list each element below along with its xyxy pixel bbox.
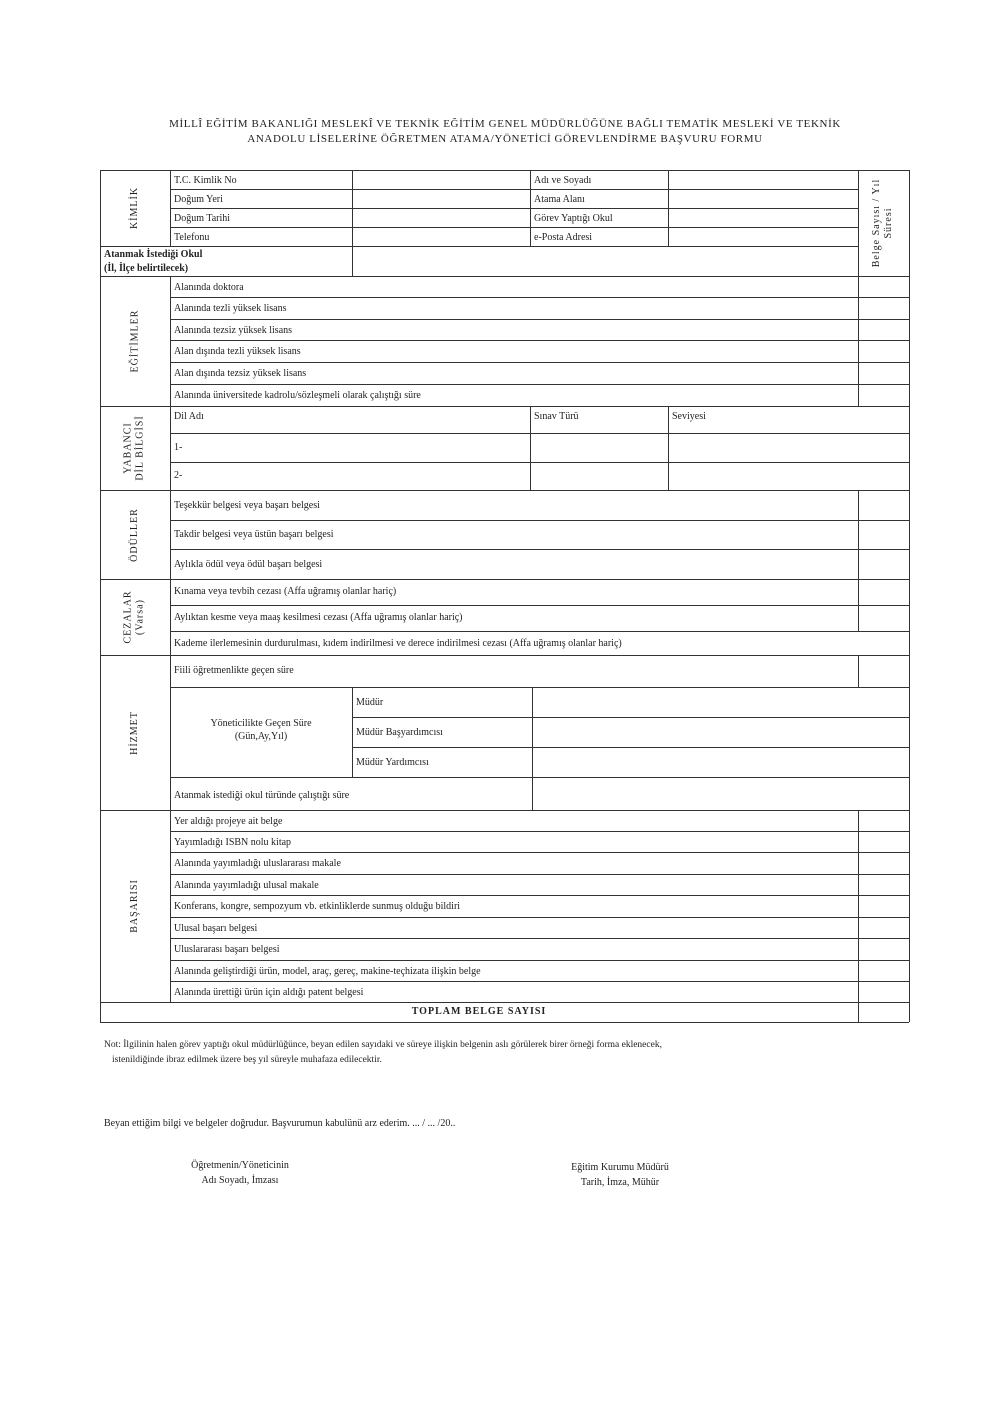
dil-row-2: 2- — [174, 470, 183, 481]
egitim-row: Alanında doktora — [174, 282, 244, 293]
basari-row: Alanında ürettiği ürün için aldığı patent belgesi — [174, 987, 364, 998]
tc-kimlik-no-label: T.C. Kimlik No — [174, 175, 237, 186]
odul-row: Aylıkla ödül veya ödül başarı belgesi — [174, 559, 323, 570]
basari-row: Alanında geliştirdiği ürün, model, araç, gereç, makine-teçhizata ilişkin belge — [174, 966, 481, 977]
basari-row: Konferans, kongre, sempozyum vb. etkinliklerde sunmuş olduğu bildiri — [174, 901, 461, 912]
dil-adi-header: Dil Adı — [174, 411, 204, 422]
yoneticilik-sure-label: Yöneticilikte Geçen Süre (Gün,Ay,Yıl) — [210, 718, 312, 742]
section-label-basarisi: BAŞARISI — [128, 879, 140, 933]
mudur-yardimcisi-label: Müdür Yardımcısı — [356, 757, 429, 768]
seviyesi-header: Seviyesi — [672, 411, 706, 422]
okul-turu-sure-label: Atanmak istediği okul türünde çalıştığı süre — [174, 790, 350, 801]
dogum-tarihi-label: Doğum Tarihi — [174, 213, 231, 224]
basari-row: Yer aldığı projeye ait belge — [174, 816, 283, 827]
atanmak-istedigi-okul-label: Atanmak İstediği Okul — [104, 249, 203, 260]
toplam-belge-sayisi-label: TOPLAM BELGE SAYISI — [411, 1006, 547, 1017]
gorev-okul-label: Görev Yaptığı Okul — [534, 213, 613, 224]
egitim-row: Alan dışında tezsiz yüksek lisans — [174, 368, 307, 379]
basari-row: Alanında yayımladığı ulusal makale — [174, 880, 319, 891]
signature-principal: Eğitim Kurumu Müdürü Tarih, İmza, Mühür — [571, 1162, 669, 1188]
ceza-row: Aylıktan kesme veya maaş kesilmesi cezası (Affa uğramış olanlar hariç) — [174, 612, 463, 623]
basari-row: Ulusal başarı belgesi — [174, 923, 258, 934]
basari-row: Uluslararası başarı belgesi — [174, 944, 280, 955]
telefon-label: Telefonu — [174, 232, 210, 243]
egitim-row: Alanında tezli yüksek lisans — [174, 303, 287, 314]
mudur-basyardimcisi-label: Müdür Başyardımcısı — [356, 727, 443, 738]
section-label-kimlik: KİMLİK — [128, 186, 140, 230]
dogum-yeri-label: Doğum Yeri — [174, 194, 223, 205]
basari-row: Yayımladığı ISBN nolu kitap — [174, 837, 292, 848]
section-label-cezalar: CEZALAR (Varsa) — [122, 590, 146, 644]
section-label-oduller: ÖDÜLLER — [128, 507, 140, 562]
note-line1: Not: İlgilinin halen görev yaptığı okul müdürlüğünce, beyan edilen sayıdaki ve süreye ilişkin belgenin aslı görülerek birer örneği forma eklenecek, — [104, 1040, 662, 1050]
basari-row: Alanında yayımladığı uluslararası makale — [174, 858, 341, 869]
section-label-egitimler: EĞİTİMLER — [128, 309, 140, 373]
dil-row-1: 1- — [174, 442, 183, 453]
mudur-label: Müdür — [356, 697, 384, 708]
odul-row: Takdir belgesi veya üstün başarı belgesi — [174, 529, 334, 540]
form-title-line2: ANADOLU LİSELERİNE ÖĞRETMEN ATAMA/YÖNETİCİ GÖREVLENDİRME BAŞVURU FORMU — [247, 133, 763, 145]
egitim-row: Alan dışında tezli yüksek lisans — [174, 346, 301, 357]
form-title-line1: MİLLÎ EĞİTİM BAKANLIĞI MESLEKÎ VE TEKNİK EĞİTİM GENEL MÜDÜRLÜĞÜNE BAĞLI TEMATİK MESLEKİ VE TEKNİK — [169, 118, 841, 130]
egitim-row: Alanında üniversitede kadrolu/sözleşmeli olarak çalıştığı süre — [174, 390, 421, 401]
signature-teacher: Öğretmenin/Yöneticinin Adı Soyadı, İmzası — [191, 1160, 289, 1186]
atama-alani-label: Atama Alanı — [534, 194, 585, 205]
section-label-yabanci-dil: YABANCI DİL BİLGİSİ — [123, 415, 146, 481]
fiili-ogretmenlik-label: Fiili öğretmenlikte geçen süre — [174, 665, 294, 676]
belge-sayisi-header: Belge Sayısı / Yıl Süresi — [871, 178, 895, 268]
note-line2: istenildiğinde ibraz edilmek üzere beş yıl süreyle muhafaza edilecektir. — [112, 1055, 382, 1065]
eposta-label: e-Posta Adresi — [534, 232, 593, 243]
sinav-turu-header: Sınav Türü — [534, 411, 579, 422]
ceza-row: Kınama veya tevbih cezası (Affa uğramış olanlar hariç) — [174, 586, 397, 597]
odul-row: Teşekkür belgesi veya başarı belgesi — [174, 500, 320, 511]
il-ilce-note: (İl, İlçe belirtilecek) — [104, 263, 189, 274]
ad-soyad-label: Adı ve Soyadı — [534, 175, 592, 186]
ceza-row: Kademe ilerlemesinin durdurulması, kıdem indirilmesi ve derece indirilmesi cezası (Affa uğramış olanlar hariç) — [174, 638, 622, 649]
egitim-row: Alanında tezsiz yüksek lisans — [174, 325, 293, 336]
beyan-text: Beyan ettiğim bilgi ve belgeler doğrudur. Başvurumun kabulünü arz ederim. ... / ... /20.. — [104, 1118, 456, 1129]
section-label-hizmet: HİZMET — [129, 710, 140, 755]
